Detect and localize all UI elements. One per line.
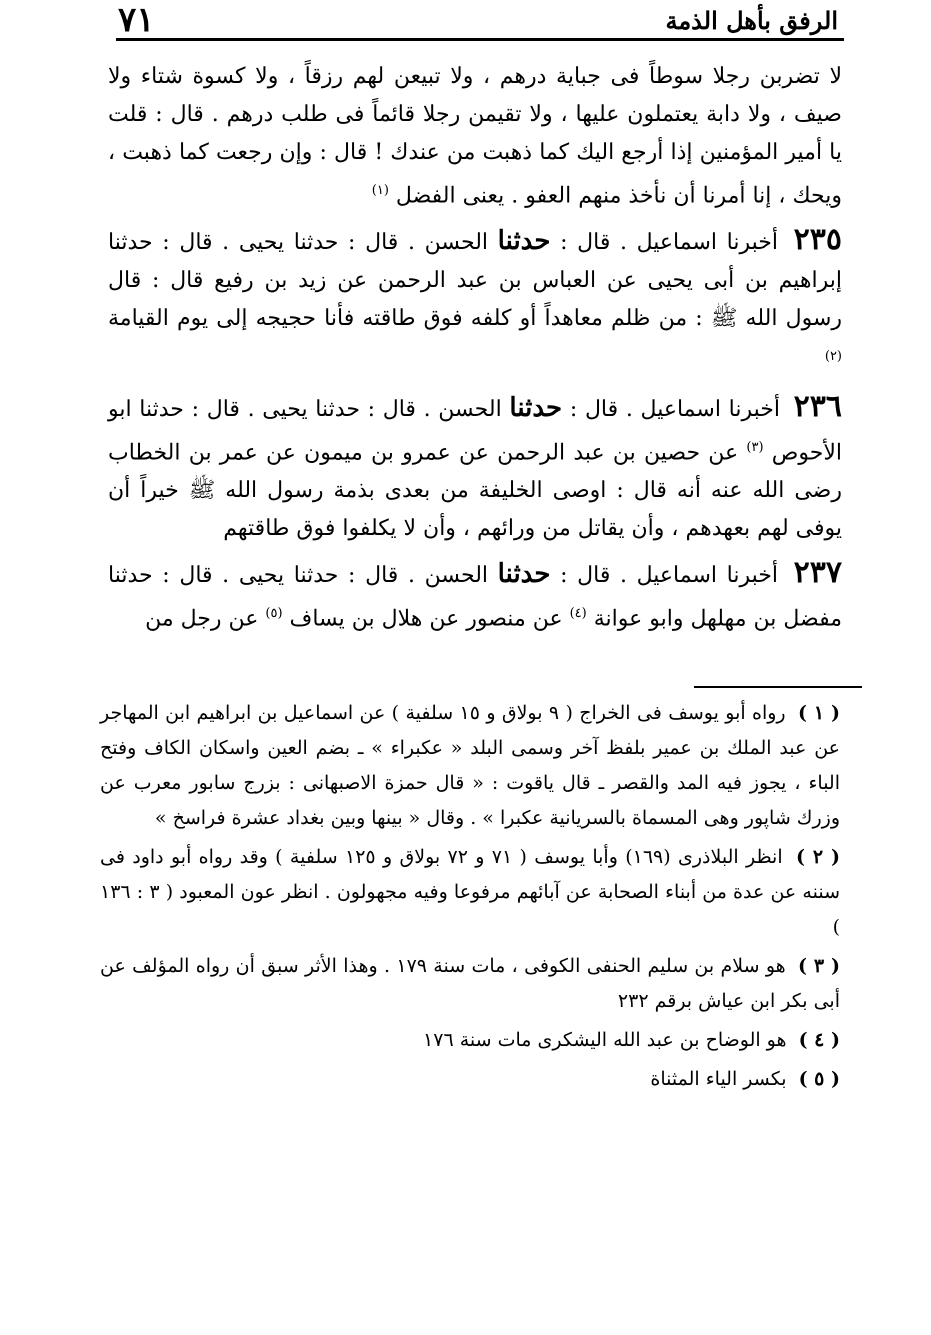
hadith-text: الحسن . قال : حدثنا يحيى . قال : حدثنا إبراهيم بن أبى يحيى عن العباس بن عبد الرحمن عن زيد بن رفيع قال : قال رسول الله ﷺ : من ظلم معاهداً أو كلفه فوق طاقته فأنا حجيجه إلى يوم القيامة <box>108 230 842 332</box>
footnote-2 <box>100 840 840 945</box>
haddathana-mark: حدثنا <box>497 558 551 589</box>
footnote-number: ( ٥ ) <box>798 1068 840 1090</box>
haddathana-mark: حدثنا <box>497 226 551 257</box>
haddathana-mark: حدثنا <box>509 392 563 423</box>
hadith-text: عن منصور عن هلال بن يساف <box>289 606 563 632</box>
page-number: ٧١ <box>118 0 155 40</box>
footnote-1 <box>100 696 840 836</box>
hadith-text: أخبرنا اسماعيل . قال : <box>560 230 778 256</box>
hadith-number: ٢٣٦ <box>793 388 842 424</box>
hadith-text: أخبرنا اسماعيل . قال : <box>569 396 780 422</box>
footnote-ref: (٥) <box>265 605 283 621</box>
hadith-text: الحسن . قال : حدثنا يحيى . قال : حدثنا ابو الأحوص <box>108 396 842 465</box>
footnote-text: بكسر الياء المثناة <box>650 1068 787 1090</box>
running-title: الرفق بأهل الذمة <box>665 5 838 35</box>
footnote-ref: (١) <box>371 183 389 198</box>
footnote-ref: (٤) <box>569 605 587 621</box>
footnotes <box>100 696 840 1101</box>
hadith-236 <box>108 388 842 548</box>
footnote-text: هو الوضاح بن عبد الله اليشكرى مات سنة ١٧٦ <box>423 1029 787 1051</box>
footnote-text: هو سلام بن سليم الحنفى الكوفى ، مات سنة ١٧٩ . وهذا الأثر سبق أن رواه المؤلف عن أبى بكر ابن عياش برقم ٢٣٢ <box>100 955 840 1012</box>
paragraph-text: لا تضربن رجلا سوطاً فى جباية درهم ، ولا تبيعن لهم رزقاً ، ولا كسوة شتاء ولا صيف ، ولا دابة يعتملون عليها ، ولا تقيمن رجلا قائماً فى طلب درهم . قال : قلت يا أمير المؤمنين إذا أرجع اليك كما ذهبت من عندك ! قال : وإن رجعت كما ذهبت ، ويحك ، إنا أمرنا أن نأخذ منهم العفو . يعنى الفضل <box>108 64 842 209</box>
hadith-235 <box>108 221 842 381</box>
hadith-number: ٢٣٥ <box>793 222 842 258</box>
footnote-number: ( ٤ ) <box>798 1029 840 1051</box>
main-text <box>108 58 842 644</box>
footnote-text: رواه أبو يوسف فى الخراج ( ٩ بولاق و ١٥ سلفية ) عن اسماعيل بن ابراهيم ابن المهاجر عن عبد الملك بن عمير بلفظ آخر وسمى البلد « عكبراء » ـ بضم العين واسكان الكاف وفتح الباء ، يجوز فيه المد والقصر ـ قال ياقوت : « قال حمزة الاصبهانى : بزرج سابور معرب عن وزرك شاپور وهى المسماة بالسريانية عكبرا » . وقال « بينها وبين بغداد عشرة فراسخ » <box>100 702 840 829</box>
footnote-number: ( ٣ ) <box>798 955 841 977</box>
footnotes-rule <box>694 686 862 688</box>
footnote-number: ( ٢ ) <box>795 846 840 868</box>
hadith-text: أخبرنا اسماعيل . قال : <box>560 562 778 588</box>
paragraph-continuation <box>108 58 842 215</box>
hadith-text: الحسن . قال : حدثنا يحيى . قال : حدثنا مفضل بن مهلهل وابو عوانة <box>108 562 842 632</box>
hadith-text: عن رجل من <box>145 606 259 632</box>
header-rule <box>116 38 844 41</box>
hadith-number: ٢٣٧ <box>793 554 842 590</box>
footnote-4 <box>100 1023 840 1058</box>
footnote-ref: (٢) <box>824 349 842 365</box>
footnote-3 <box>100 949 840 1019</box>
footnote-5 <box>100 1062 840 1097</box>
hadith-237 <box>108 554 842 638</box>
page-header <box>118 0 838 40</box>
hadith-text: عن حصين بن عبد الرحمن عن عمرو بن ميمون عن عمر بن الخطاب رضى الله عنه أنه قال : اوصى الخليفة من بعدى بذمة رسول الله ﷺ خيراً أن يوفى لهم بعهدهم ، وأن يقاتل من ورائهم ، وأن لا يكلفوا فوق طاقتهم <box>108 439 842 541</box>
footnote-ref: (٣) <box>746 439 764 455</box>
footnote-number: ( ١ ) <box>797 702 840 724</box>
footnote-text: انظر البلاذرى (١٦٩) وأبا يوسف ( ٧١ و ٧٢ بولاق و ١٢٥ سلفية ) وقد رواه أبو داود فى سننه عن عدة من أبناء الصحابة عن آبائهم مرفوعا وفيه مجهولون . انظر عون المعبود ( ٣ : ١٣٦ ) <box>100 846 840 938</box>
